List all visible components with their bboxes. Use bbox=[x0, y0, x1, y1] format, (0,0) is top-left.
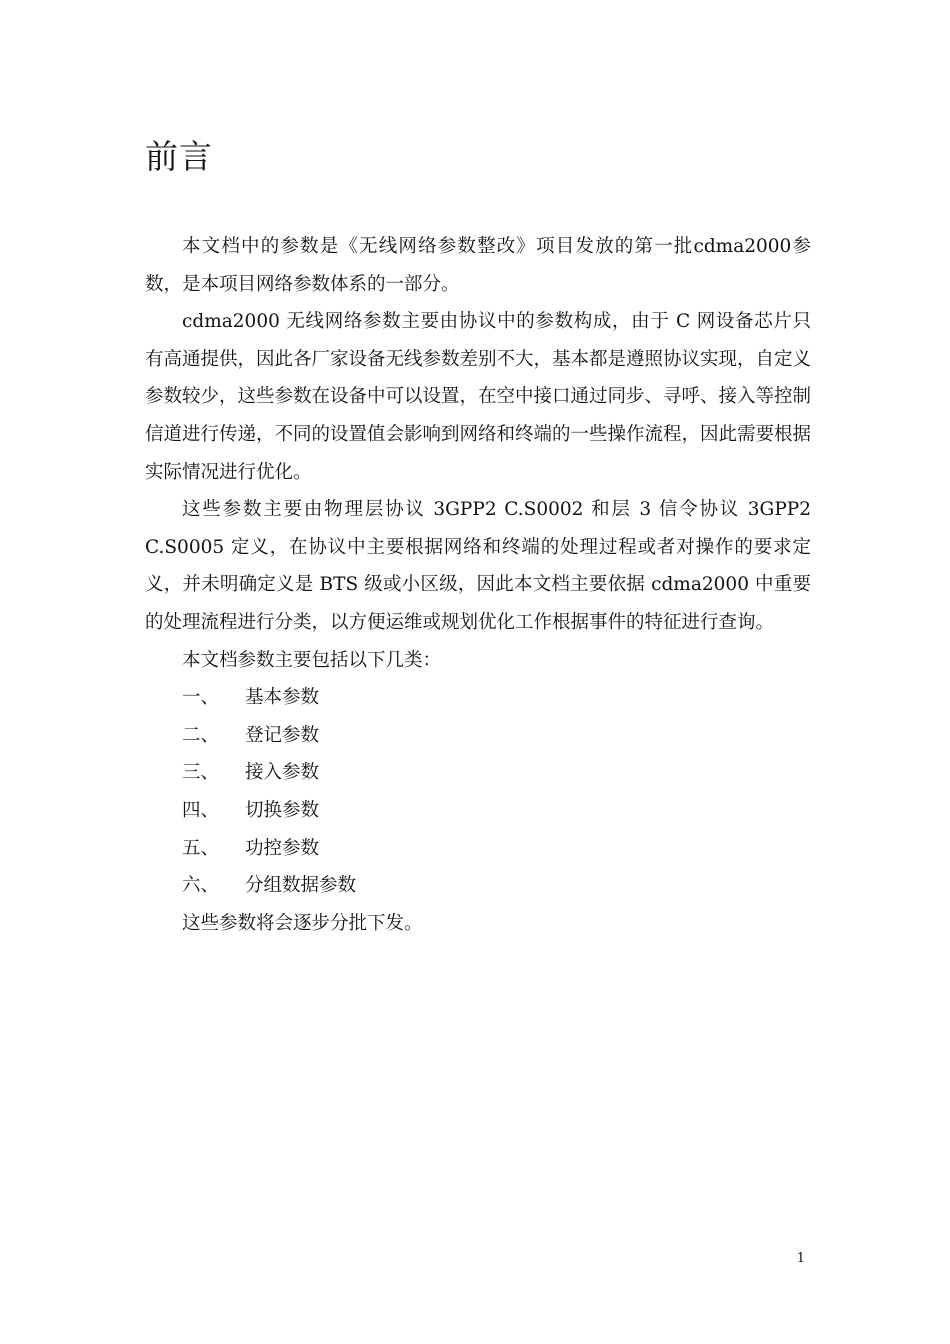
list-item bbox=[145, 830, 811, 868]
list-item bbox=[145, 867, 811, 905]
list-item-number: 二、 bbox=[182, 724, 220, 746]
list-item-number: 五、 bbox=[182, 837, 220, 859]
paragraph-intro: 本文档中的参数是《无线网络参数整改》项目发放的第一批cdma2000参数，是本项目网络参数体系的一部分。 bbox=[145, 236, 811, 295]
document-body bbox=[145, 228, 811, 942]
list-item-text: 基本参数 bbox=[245, 687, 320, 709]
list-item bbox=[145, 792, 811, 830]
list-item-text: 切换参数 bbox=[245, 799, 320, 821]
paragraph-cdma-parameters: cdma2000 无线网络参数主要由协议中的参数构成，由于 C 网设备芯片只有高通提供，因此各厂家设备无线参数差别不大，基本都是遵照协议实现，自定义参数较少，这些参数在设备中可以设置，在空中接口通过同步、寻呼、接入等控制信道进行传递，不同的设置值会影响到网络和终端的一些操作流程，因此需要根据实际情况进行优化。 bbox=[145, 311, 812, 483]
paragraph-categories-intro: 本文档参数主要包括以下几类： bbox=[182, 649, 442, 671]
list-item-number: 一、 bbox=[182, 687, 220, 709]
list-item-text: 分组数据参数 bbox=[245, 875, 357, 897]
list-item-number: 六、 bbox=[182, 875, 220, 897]
list-item-text: 接入参数 bbox=[245, 762, 320, 784]
list-item-number: 四、 bbox=[182, 799, 220, 821]
paragraph-protocol-definition: 这些参数主要由物理层协议 3GPP2 C.S0002 和层 3 信令协议 3GPP2 C.S0005 定义，在协议中主要根据网络和终端的处理过程或者对操作的要求定义，并未明确定义是 BTS 级或小区级，因此本文档主要依据 cdma2000 中重要的处理流程进行分类，以方便运维或规划优化工作根据事件的特征进行查询。 bbox=[145, 499, 811, 633]
page-number: 1 bbox=[796, 1251, 805, 1266]
parameter-category-list bbox=[145, 679, 811, 905]
list-item bbox=[145, 754, 811, 792]
list-item bbox=[145, 717, 811, 755]
closing-paragraph: 这些参数将会逐步分批下发。 bbox=[182, 912, 423, 934]
list-item-number: 三、 bbox=[182, 762, 220, 784]
list-item bbox=[145, 679, 811, 717]
page-title: 前言 bbox=[145, 137, 213, 176]
list-item-text: 登记参数 bbox=[245, 724, 320, 746]
list-item-text: 功控参数 bbox=[245, 837, 320, 859]
